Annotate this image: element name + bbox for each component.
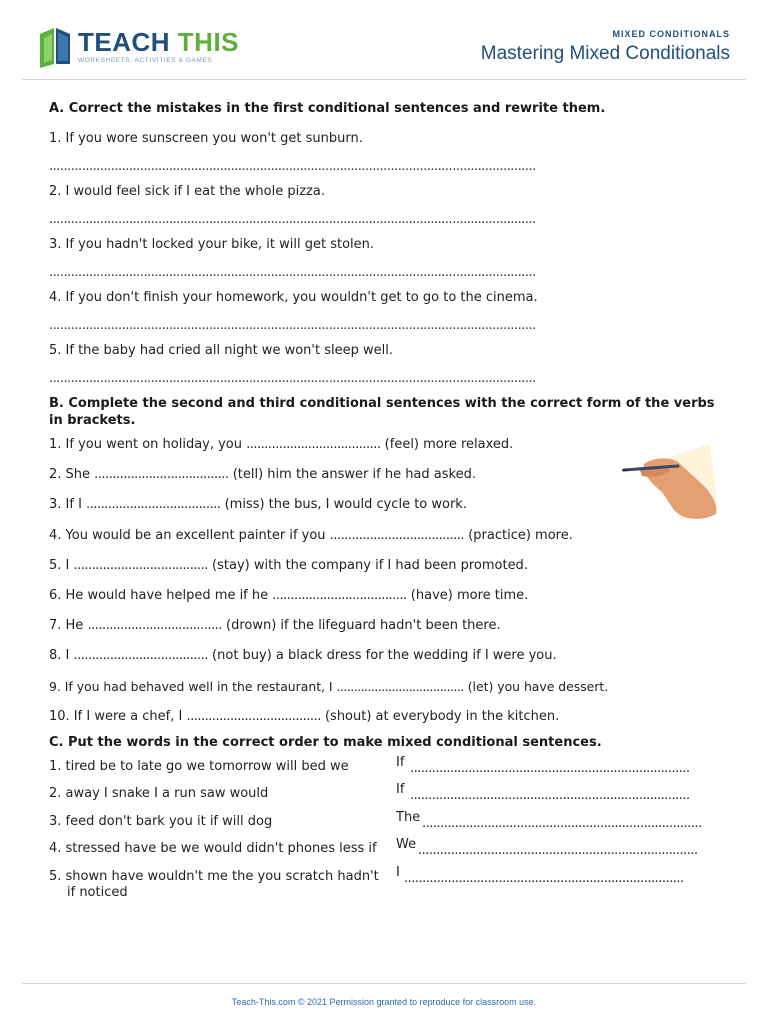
item-text-after: (miss) the bus, I would cycle to work. <box>220 497 467 513</box>
scrambled-words: 4. stressed have be we would didn't phones less if <box>49 841 377 857</box>
section-a-item <box>49 130 725 173</box>
section-b-item <box>49 678 725 695</box>
scrambled-words: 2. away I snake I a run saw would <box>49 786 269 802</box>
item-text-after: (drown) if the lifeguard hadn't been there. <box>221 618 501 634</box>
book-logo-icon <box>36 24 74 68</box>
header-divider <box>22 79 746 80</box>
item-text-after: (stay) with the company if I had been promoted. <box>207 557 528 573</box>
item-text-before: 3. If I <box>49 497 87 513</box>
item-text-after: (not buy) a black dress for the wedding if I were you. <box>207 648 557 664</box>
fill-in-blank[interactable]: ..................................... <box>329 527 465 543</box>
footer-divider <box>22 983 746 984</box>
section-c-item <box>49 809 725 831</box>
scrambled-words: 1. tired be to late go we tomorrow will bed we <box>49 758 349 774</box>
section-a-sentence: 2. I would feel sick if I eat the whole pizza. <box>49 184 325 199</box>
section-b-item <box>49 647 725 664</box>
teach-this-logo <box>36 24 239 68</box>
section-b-item <box>49 708 725 725</box>
logo-word-teach: TEACH <box>78 26 171 57</box>
section-a-sentence: 4. If you don't finish your homework, you wouldn't get to go to the cinema. <box>49 290 538 305</box>
section-a-item <box>49 236 725 279</box>
section-c-title: C. Put the words in the correct order to make mixed conditional sentences. <box>49 734 602 750</box>
item-text-before: 8. I <box>49 648 74 664</box>
section-c-item <box>49 754 725 776</box>
answer-start-word: I <box>396 864 400 880</box>
answer-start-word: If <box>396 754 405 770</box>
item-text-before: 6. He would have helped me if he <box>49 587 273 603</box>
hand-writing-illustration <box>622 440 722 530</box>
answer-start-word: If <box>396 782 405 798</box>
answer-line[interactable]: ...................................................................................................................................... <box>49 267 536 279</box>
answer-line[interactable]: ............................................................................. <box>410 760 690 776</box>
scrambled-words: 5. shown have wouldn't me the you scratch hadn't if noticed <box>49 868 379 900</box>
section-b-item <box>49 617 725 634</box>
section-b-item <box>49 587 725 604</box>
answer-field[interactable] <box>396 755 721 777</box>
page-header <box>0 0 768 80</box>
answer-line[interactable]: ...................................................................................................................................... <box>49 320 536 332</box>
item-text-before: 1. If you went on holiday, you <box>49 437 247 452</box>
section-b-item <box>49 557 725 574</box>
logo-word-this: THIS <box>177 26 240 57</box>
section-c-item <box>49 837 725 859</box>
answer-line[interactable]: ............................................................................. <box>404 870 684 886</box>
item-text-after: (let) you have dessert. <box>463 678 609 694</box>
section-a-sentence: 1. If you wore sunscreen you won't get sunburn. <box>49 131 363 146</box>
item-text-after: (shout) at everybody in the kitchen. <box>320 708 560 724</box>
answer-line[interactable]: ...................................................................................................................................... <box>49 214 536 226</box>
fill-in-blank[interactable]: ..................................... <box>336 678 464 694</box>
section-a-sentence: 3. If you hadn't locked your bike, it will get stolen. <box>49 237 375 252</box>
section-c-item <box>49 782 725 804</box>
answer-line[interactable]: ............................................................................. <box>422 815 702 831</box>
section-c-item <box>49 864 725 901</box>
answer-start-word: The <box>396 809 421 825</box>
fill-in-blank[interactable]: ..................................... <box>272 587 407 603</box>
worksheet-category: MIXED CONDITIONALS <box>612 29 730 39</box>
fill-in-blank[interactable]: ..................................... <box>87 618 222 634</box>
fill-in-blank[interactable]: ..................................... <box>246 437 381 452</box>
item-text-after: (feel) more relaxed. <box>380 437 514 452</box>
answer-field[interactable] <box>396 837 721 859</box>
answer-start-word: We <box>396 837 417 853</box>
item-text-before: 7. He <box>49 618 88 634</box>
logo-tagline: WORKSHEETS, ACTIVITIES & GAMES <box>78 56 213 64</box>
answer-line[interactable]: ............................................................................. <box>418 843 698 859</box>
item-text-before: 10. If I were a chef, I <box>49 708 187 724</box>
answer-field[interactable] <box>396 782 721 804</box>
section-b-title: B. Complete the second and third conditional sentences with the correct form of the verbs in brackets. <box>49 396 715 428</box>
answer-field[interactable] <box>396 865 721 887</box>
answer-line[interactable]: ...................................................................................................................................... <box>49 161 536 173</box>
item-text-before: 4. You would be an excellent painter if you <box>49 527 330 543</box>
section-a-item <box>49 342 725 385</box>
item-text-before: 9. If you had behaved well in the restaurant, I <box>49 678 337 694</box>
item-text-after: (tell) him the answer if he had asked. <box>228 467 476 483</box>
fill-in-blank[interactable]: ..................................... <box>73 648 208 664</box>
copyright-footer: Teach-This.com © 2021 Permission granted to reproduce for classroom use. <box>231 997 537 1007</box>
item-text-before: 5. I <box>49 557 74 573</box>
section-a-item <box>49 289 725 332</box>
fill-in-blank[interactable]: ..................................... <box>186 708 321 724</box>
worksheet-title: Mastering Mixed Conditionals <box>480 43 730 64</box>
answer-field[interactable] <box>396 810 721 832</box>
answer-line[interactable]: ............................................................................. <box>410 788 690 804</box>
section-a-title: A. Correct the mistakes in the first conditional sentences and rewrite them. <box>49 101 606 116</box>
scrambled-words: 3. feed don't bark you it if will dog <box>49 813 273 829</box>
section-a-item <box>49 183 725 226</box>
answer-line[interactable]: ...................................................................................................................................... <box>49 373 536 385</box>
item-text-before: 2. She <box>49 467 95 483</box>
fill-in-blank[interactable]: ..................................... <box>94 467 229 483</box>
section-a-sentence: 5. If the baby had cried all night we won't sleep well. <box>49 343 393 358</box>
item-text-after: (have) more time. <box>406 587 529 603</box>
item-text-after: (practice) more. <box>464 527 573 543</box>
fill-in-blank[interactable]: ..................................... <box>86 497 221 513</box>
fill-in-blank[interactable]: ..................................... <box>73 557 208 573</box>
